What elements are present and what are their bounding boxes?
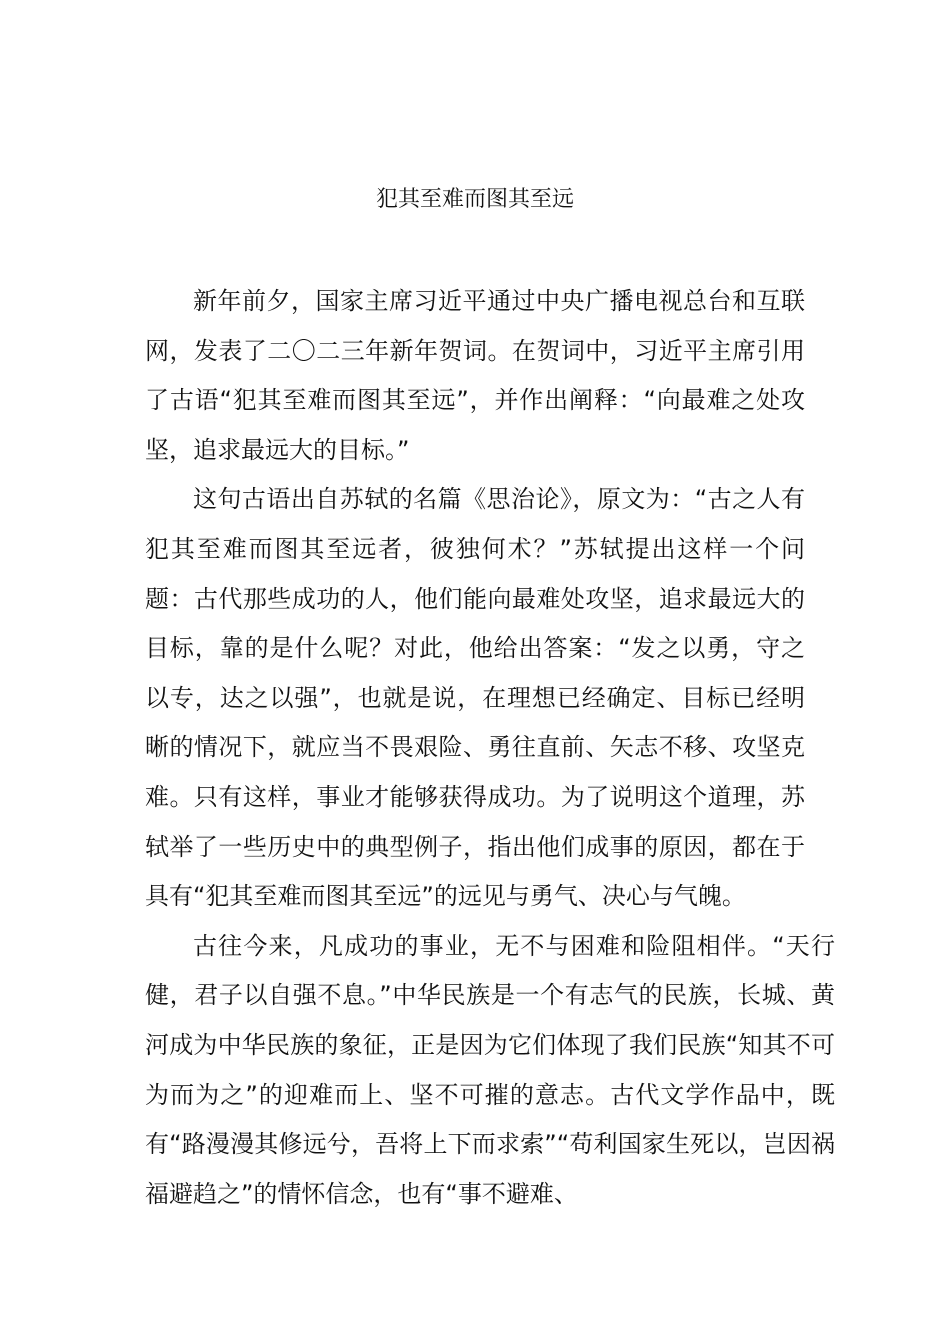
document-body [145, 277, 835, 1219]
paragraph-2: 这句古语出自苏轼的名篇《思治论》，原文为：“古之人有犯其至难而图其至远者，彼独何术？”苏轼提出这样一个问题：古代那些成功的人，他们能向最难处攻坚，追求最远大的目标，靠的是什么呢？对此，他给出答案：“发之以勇，守之以专，达之以强”，也就是说，在理想已经确定、目标已经明晰的情况下，就应当不畏艰险、勇往直前、矢志不移、攻坚克难。只有这样，事业才能够获得成功。为了说明这个道理，苏轼举了一些历史中的典型例子，指出他们成事的原因，都在于具有“犯其至难而图其至远”的远见与勇气、决心与气魄。 [145, 485, 805, 911]
paragraph-3: 古往今来，凡成功的事业，无不与困难和险阻相伴。“天行健，君子以自强不息。”中华民族是一个有志气的民族，长城、黄河成为中华民族的象征，正是因为它们体现了我们民族“知其不可为而为之”的迎难而上、坚不可摧的意志。古代文学作品中，既有“路漫漫其修远兮，吾将上下而求索”“苟利国家生死以，岂因祸福避趋之”的情怀信念，也有“事不避难、 [145, 931, 835, 1208]
paragraph-1: 新年前夕，国家主席习近平通过中央广播电视总台和互联网，发表了二〇二三年新年贺词。在贺词中，习近平主席引用了古语“犯其至难而图其至远”，并作出阐释：“向最难之处攻坚，追求最远大的目标。” [145, 287, 805, 464]
document-title: 犯其至难而图其至远 [375, 187, 574, 212]
